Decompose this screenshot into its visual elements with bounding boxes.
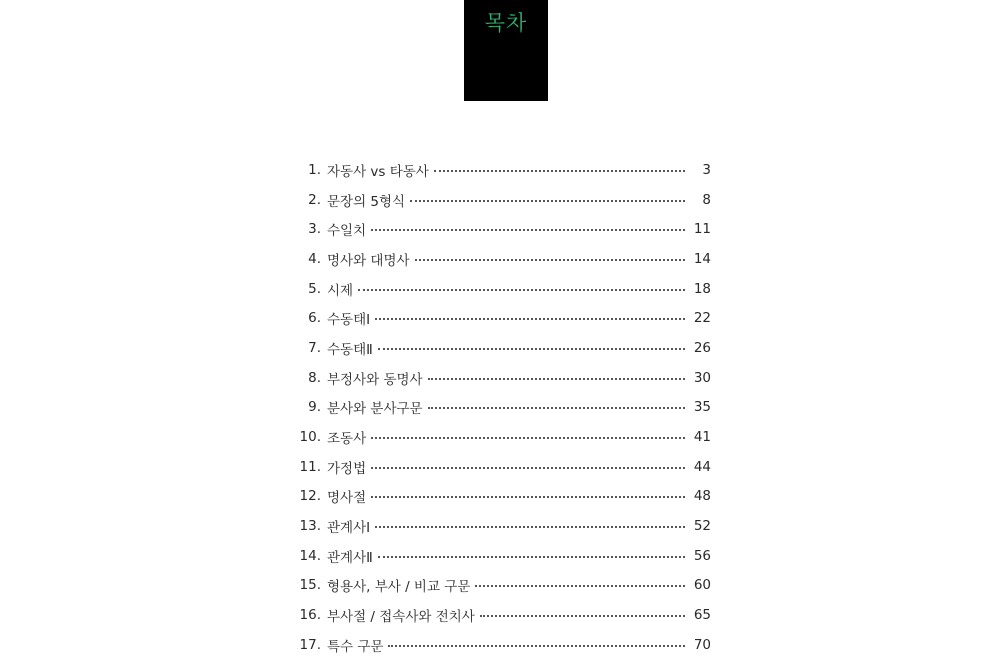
toc-entry-label: 수동태Ⅰ: [327, 312, 371, 329]
toc-entry-label: 수일치: [327, 223, 367, 240]
title-banner: [464, 0, 548, 101]
toc-entry-label: 가정법: [327, 460, 367, 477]
toc-entry-page-number: 18: [693, 280, 711, 297]
toc-entry[interactable]: [293, 303, 711, 333]
toc-entry-page-number: 22: [693, 310, 711, 327]
toc-entry-number: 13.: [299, 518, 321, 535]
dot-leader: [480, 615, 685, 617]
toc-entry[interactable]: [293, 155, 711, 185]
toc-entry-page-number: 52: [693, 518, 711, 535]
toc-entry-label: 조동사: [327, 431, 367, 448]
toc-entry-number: 1.: [308, 161, 321, 178]
toc-entry-page-number: 3: [702, 161, 711, 178]
toc-entry-page-number: 8: [702, 191, 711, 208]
dot-leader: [371, 437, 685, 439]
toc-entry-page-number: 11: [693, 221, 711, 238]
dot-leader: [388, 645, 685, 647]
toc-entry-label: 분사와 분사구문: [327, 401, 423, 418]
dot-leader: [410, 200, 685, 202]
toc-entry-page-number: 30: [693, 369, 711, 386]
dot-leader: [378, 556, 685, 558]
toc-entry-number: 7.: [308, 339, 321, 356]
toc-entry-number: 4.: [308, 250, 321, 267]
toc-entry-label: 관계사Ⅰ: [327, 520, 371, 537]
dot-leader: [375, 526, 685, 528]
toc-entry-number: 2.: [308, 191, 321, 208]
dot-leader: [371, 496, 685, 498]
toc-entry[interactable]: [293, 630, 711, 660]
toc-entry[interactable]: [293, 185, 711, 215]
toc-entry-number: 6.: [308, 310, 321, 327]
toc-entry-page-number: 14: [693, 250, 711, 267]
toc-entry-number: 12.: [299, 488, 321, 505]
toc-entry[interactable]: [293, 541, 711, 571]
toc-entry[interactable]: [293, 214, 711, 244]
toc-entry[interactable]: [293, 393, 711, 423]
toc-entry-page-number: 56: [693, 547, 711, 564]
toc-entry-number: 8.: [308, 369, 321, 386]
toc-entry-label: 부사절 / 접속사와 전치사: [327, 609, 475, 626]
toc-entry-page-number: 41: [693, 429, 711, 446]
toc-entry-label: 수동태Ⅱ: [327, 341, 373, 358]
toc-entry-page-number: 65: [693, 607, 711, 624]
toc-entry-label: 명사절: [327, 490, 367, 507]
toc-entry-number: 3.: [308, 221, 321, 238]
dot-leader: [371, 229, 685, 231]
toc-entry[interactable]: [293, 452, 711, 482]
toc-entry-number: 11.: [299, 458, 321, 475]
toc-entry-label: 부정사와 동명사: [327, 371, 423, 388]
toc-entry-label: 자동사 vs 타동사: [327, 163, 429, 180]
toc-entry[interactable]: [293, 333, 711, 363]
dot-leader: [371, 467, 685, 469]
dot-leader: [428, 407, 685, 409]
toc-entry-number: 10.: [299, 429, 321, 446]
toc-entry-label: 형용사, 부사 / 비교 구문: [327, 579, 471, 596]
toc-entry-page-number: 26: [693, 339, 711, 356]
toc-entry-number: 16.: [299, 607, 321, 624]
toc-entry-page-number: 35: [693, 399, 711, 416]
dot-leader: [475, 585, 685, 587]
dot-leader: [375, 318, 685, 320]
toc-entry-label: 문장의 5형식: [327, 193, 406, 210]
dot-leader: [415, 259, 685, 261]
toc-entry[interactable]: [293, 274, 711, 304]
page-title: 목차: [484, 11, 528, 35]
toc-entry-number: 15.: [299, 577, 321, 594]
toc-entry-label: 특수 구문: [327, 638, 384, 655]
toc-entry-label: 시제: [327, 282, 354, 299]
toc-entry-number: 14.: [299, 547, 321, 564]
toc-entry-page-number: 70: [693, 636, 711, 653]
toc-entry[interactable]: [293, 511, 711, 541]
dot-leader: [378, 348, 685, 350]
toc-entry-label: 명사와 대명사: [327, 252, 410, 269]
toc-entry-number: 5.: [308, 280, 321, 297]
toc-entry-label: 관계사Ⅱ: [327, 549, 373, 566]
toc-entry-number: 9.: [308, 399, 321, 416]
toc-entry[interactable]: [293, 422, 711, 452]
toc-entry-page-number: 60: [693, 577, 711, 594]
toc-entry-number: 17.: [299, 636, 321, 653]
toc-entry-page-number: 44: [693, 458, 711, 475]
dot-leader: [428, 378, 685, 380]
toc-entry[interactable]: [293, 482, 711, 512]
toc-entry[interactable]: [293, 600, 711, 630]
toc-entry[interactable]: [293, 571, 711, 601]
toc-entry[interactable]: [293, 244, 711, 274]
dot-leader: [358, 289, 685, 291]
toc-entry-page-number: 48: [693, 488, 711, 505]
toc-entry[interactable]: [293, 363, 711, 393]
table-of-contents: [293, 155, 711, 660]
dot-leader: [434, 170, 685, 172]
